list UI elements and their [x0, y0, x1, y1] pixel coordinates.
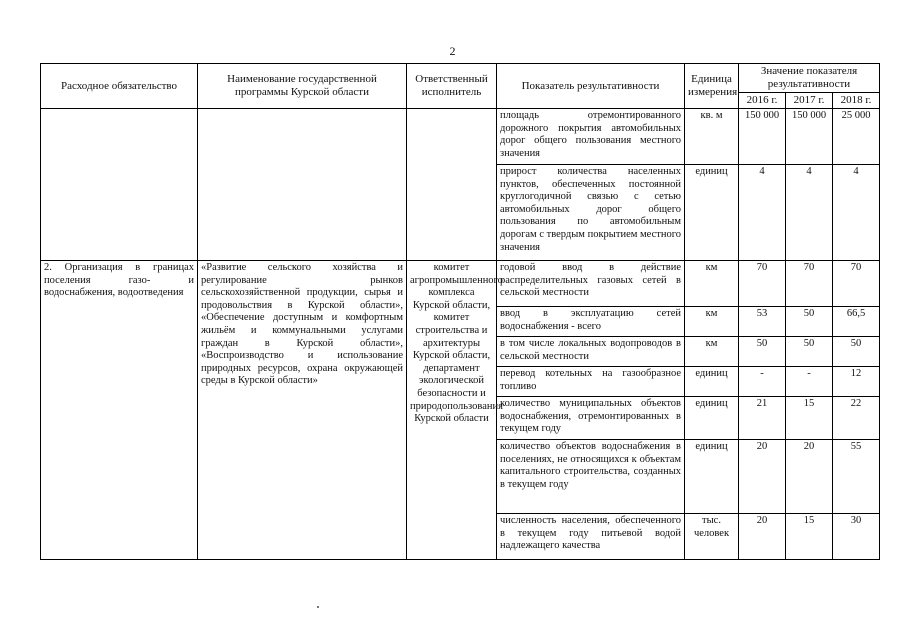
value-cell: 20 — [786, 440, 833, 514]
header-unit: Единица измерения — [685, 64, 739, 109]
indicator-cell: прирост количества населенных пунктов, обеспеченных постоянной круглогодичной связью с сетью автомобильных дорог общего пользования по автомобильным дорогам с твердым покрытием местного значения — [497, 165, 685, 261]
header-executor: Ответственный исполнитель — [407, 64, 497, 109]
scan-speck — [317, 606, 319, 608]
obligation-cell: 2. Организация в границах поселения газо- и водоснабжения, водоотведения — [41, 261, 198, 560]
value-cell: 21 — [739, 397, 786, 440]
value-cell: 70 — [786, 261, 833, 307]
value-cell: 15 — [786, 397, 833, 440]
page-number: 2 — [449, 44, 456, 58]
value-cell: 15 — [786, 514, 833, 560]
value-cell: 22 — [833, 397, 880, 440]
indicator-cell: количество объектов водоснабжения в поселениях, не относящихся к объектам капитального строительства, созданных в текущем году — [497, 440, 685, 514]
header-year: 2016 г. — [739, 93, 786, 109]
header-obligation: Расходное обязательство — [41, 64, 198, 109]
value-cell: 20 — [739, 514, 786, 560]
value-cell: 150 000 — [786, 109, 833, 165]
program-cell-empty — [198, 109, 407, 261]
unit-cell: единиц — [685, 367, 739, 397]
unit-cell: единиц — [685, 440, 739, 514]
program-cell: «Развитие сельского хозяйства и регулирование рынков сельскохозяйственной продукции, сырья и продовольствия в Курской области», «Обеспечение доступным и комфортным жильём и коммунальными услугами граждан в Курской области», «Воспроизводство и использование природных ресурсов, охрана окружающей среды в Курской области» — [198, 261, 407, 560]
header-program: Наименование государственной программы Курской области — [198, 64, 407, 109]
value-cell: 53 — [739, 307, 786, 337]
value-cell: 55 — [833, 440, 880, 514]
indicator-cell: в том числе локальных водопроводов в сельской местности — [497, 337, 685, 367]
value-cell: 50 — [739, 337, 786, 367]
value-cell: 50 — [786, 337, 833, 367]
value-cell: - — [739, 367, 786, 397]
header-values-title: Значение показателя результативности — [739, 64, 880, 93]
unit-cell: км — [685, 307, 739, 337]
indicator-cell: численность населения, обеспеченного в текущем году питьевой водой надлежащего качества — [497, 514, 685, 560]
value-cell: 70 — [833, 261, 880, 307]
value-cell: - — [786, 367, 833, 397]
unit-cell: кв. м — [685, 109, 739, 165]
indicators-table — [40, 63, 880, 560]
header-indicator: Показатель результативности — [497, 64, 685, 109]
header-year: 2018 г. — [833, 93, 880, 109]
unit-cell: км — [685, 337, 739, 367]
value-cell: 20 — [739, 440, 786, 514]
value-cell: 25 000 — [833, 109, 880, 165]
value-cell: 150 000 — [739, 109, 786, 165]
indicator-cell: перевод котельных на газообразное топливо — [497, 367, 685, 397]
value-cell: 66,5 — [833, 307, 880, 337]
value-cell: 70 — [739, 261, 786, 307]
indicator-cell: площадь отремонтированного дорожного покрытия автомобильных дорог общего пользования местного значения — [497, 109, 685, 165]
unit-cell: единиц — [685, 165, 739, 261]
value-cell: 30 — [833, 514, 880, 560]
unit-cell: единиц — [685, 397, 739, 440]
value-cell: 4 — [739, 165, 786, 261]
unit-cell: тыс. человек — [685, 514, 739, 560]
value-cell: 4 — [786, 165, 833, 261]
indicator-cell: годовой ввод в действие распределительных газовых сетей в сельской местности — [497, 261, 685, 307]
unit-cell: км — [685, 261, 739, 307]
value-cell: 50 — [786, 307, 833, 337]
executor-cell: комитет агропромышленного комплекса Курской области, комитет строительства и архитектуры Курской области, департамент экологической безопасности и природопользования Курской области — [407, 261, 497, 560]
value-cell: 4 — [833, 165, 880, 261]
executor-cell-empty — [407, 109, 497, 261]
indicator-cell: ввод в эксплуатацию сетей водоснабжения - всего — [497, 307, 685, 337]
header-year: 2017 г. — [786, 93, 833, 109]
obligation-cell-empty — [41, 109, 198, 261]
value-cell: 12 — [833, 367, 880, 397]
indicator-cell: количество муниципальных объектов водоснабжения, отремонтированных в текущем году — [497, 397, 685, 440]
value-cell: 50 — [833, 337, 880, 367]
